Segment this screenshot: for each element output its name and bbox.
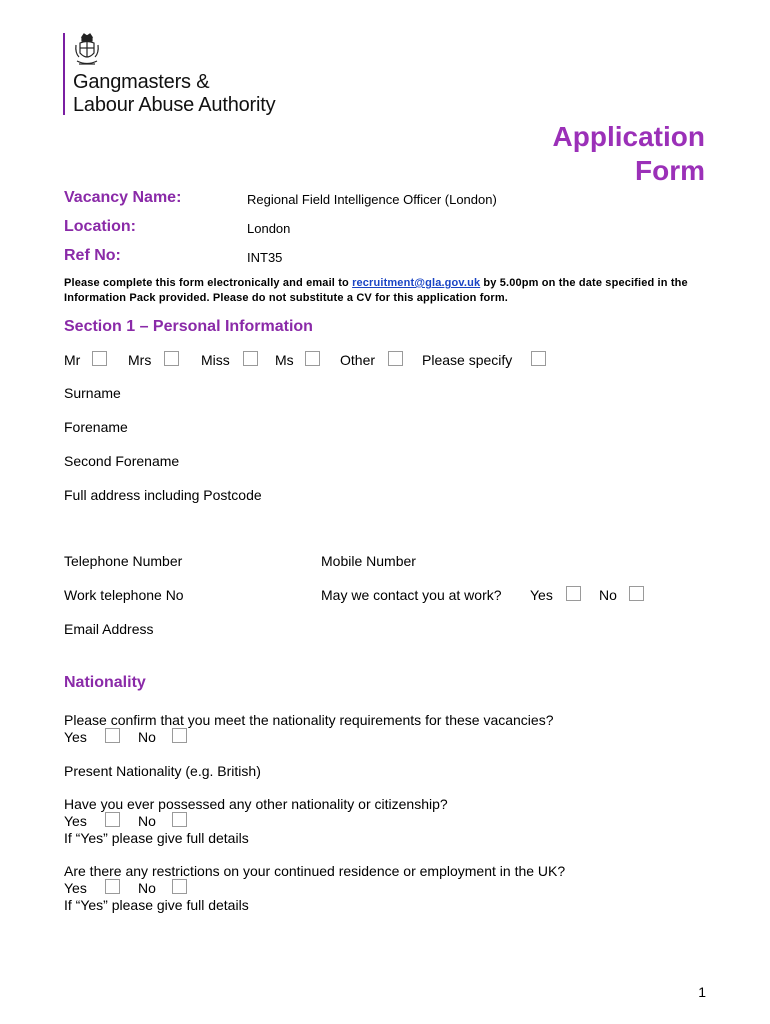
title-specify-field[interactable] bbox=[531, 351, 546, 366]
q2-details-label: If “Yes” please give full details bbox=[64, 830, 249, 846]
title-ms-label: Ms bbox=[275, 352, 294, 368]
address-label: Full address including Postcode bbox=[64, 487, 262, 503]
title-miss-checkbox[interactable] bbox=[243, 351, 258, 366]
location-value: London bbox=[247, 221, 291, 236]
page-number: 1 bbox=[698, 984, 706, 1000]
nationality-question2: Have you ever possessed any other nationality or citizenship? bbox=[64, 796, 448, 812]
forename-label: Forename bbox=[64, 419, 128, 435]
form-title-line2: Form bbox=[635, 155, 705, 186]
logo-divider bbox=[63, 33, 65, 115]
contact-work-no-label: No bbox=[599, 587, 617, 603]
title-mr-label: Mr bbox=[64, 352, 81, 368]
title-mrs-label: Mrs bbox=[128, 352, 152, 368]
nationality-question1: Please confirm that you meet the nationality requirements for these vacancies? bbox=[64, 712, 554, 728]
telephone-label: Telephone Number bbox=[64, 553, 183, 569]
q3-no-checkbox[interactable] bbox=[172, 879, 187, 894]
title-miss-label: Miss bbox=[201, 352, 230, 368]
form-title bbox=[553, 120, 705, 188]
title-specify-label: Please specify bbox=[422, 352, 513, 368]
vacancy-name-label: Vacancy Name: bbox=[64, 189, 182, 206]
contact-work-yes-label: Yes bbox=[530, 587, 553, 603]
title-other-checkbox[interactable] bbox=[388, 351, 403, 366]
q2-no-label: No bbox=[138, 813, 156, 829]
q3-details-label: If “Yes” please give full details bbox=[64, 897, 249, 913]
q3-yes-label: Yes bbox=[64, 880, 87, 896]
q2-yes-label: Yes bbox=[64, 813, 87, 829]
instructions-part1: Please complete this form electronically and email to bbox=[64, 277, 353, 289]
vacancy-name-value: Regional Field Intelligence Officer (London) bbox=[247, 192, 497, 207]
contact-work-no-checkbox[interactable] bbox=[629, 586, 644, 601]
form-title-line1: Application bbox=[552, 121, 705, 152]
q1-yes-checkbox[interactable] bbox=[105, 728, 120, 743]
org-name-line2: Labour Abuse Authority bbox=[73, 94, 276, 116]
q3-no-label: No bbox=[138, 880, 156, 896]
work-telephone-label: Work telephone No bbox=[64, 587, 184, 603]
contact-at-work-label: May we contact you at work? bbox=[321, 587, 502, 603]
location-label: Location: bbox=[64, 218, 136, 235]
instructions-part2: by 5.00pm on the date specified in the Information Pack provided. Please do not substitute a CV for this application form. bbox=[64, 277, 688, 304]
contact-work-yes-checkbox[interactable] bbox=[566, 586, 581, 601]
q2-yes-checkbox[interactable] bbox=[105, 812, 120, 827]
q2-no-checkbox[interactable] bbox=[172, 812, 187, 827]
q1-no-label: No bbox=[138, 729, 156, 745]
section1-heading: Section 1 – Personal Information bbox=[64, 318, 313, 335]
present-nationality-label: Present Nationality (e.g. British) bbox=[64, 763, 261, 779]
ref-no-value: INT35 bbox=[247, 250, 283, 265]
ref-no-label: Ref No: bbox=[64, 247, 121, 264]
q3-yes-checkbox[interactable] bbox=[105, 879, 120, 894]
q1-yes-label: Yes bbox=[64, 729, 87, 745]
nationality-question3: Are there any restrictions on your continued residence or employment in the UK? bbox=[64, 863, 566, 879]
title-mrs-checkbox[interactable] bbox=[164, 351, 179, 366]
org-name-line1: Gangmasters & bbox=[73, 71, 210, 93]
nationality-heading: Nationality bbox=[64, 674, 146, 691]
title-other-label: Other bbox=[340, 352, 376, 368]
mobile-label: Mobile Number bbox=[321, 553, 416, 569]
instructions-text bbox=[64, 276, 714, 306]
title-ms-checkbox[interactable] bbox=[305, 351, 320, 366]
royal-crest-icon bbox=[74, 33, 100, 69]
recruitment-email-link[interactable]: recruitment@gla.gov.uk bbox=[352, 277, 481, 289]
surname-label: Surname bbox=[64, 385, 121, 401]
second-forename-label: Second Forename bbox=[64, 453, 180, 469]
title-mr-checkbox[interactable] bbox=[92, 351, 107, 366]
email-address-label: Email Address bbox=[64, 621, 154, 637]
q1-no-checkbox[interactable] bbox=[172, 728, 187, 743]
